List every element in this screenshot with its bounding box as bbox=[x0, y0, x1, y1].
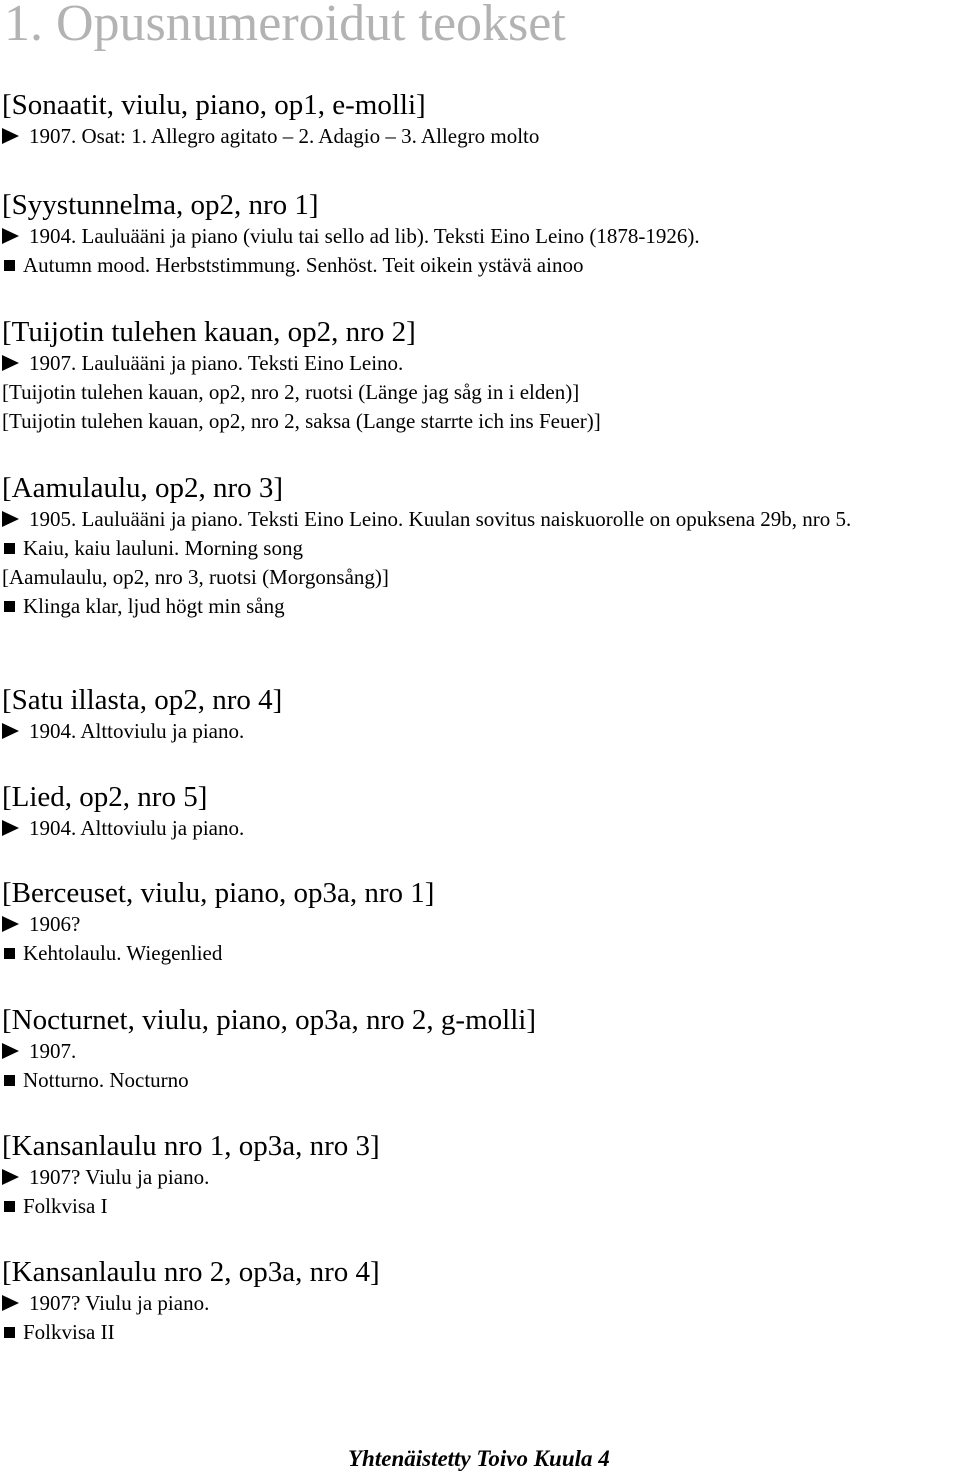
work-variant-ruotsi: [Tuijotin tulehen kauan, op2, nro 2, ruotsi (Länge jag såg in i elden)] bbox=[2, 380, 580, 404]
work-titles-line bbox=[0, 939, 960, 968]
page-title: 1. Opusnumeroidut teokset bbox=[4, 0, 566, 52]
work-info: 1906? bbox=[29, 912, 81, 936]
work-info: 1905. Lauluääni ja piano. Teksti Eino Leino. Kuulan sovitus naiskuorolle on opuksena 29b, nro 5. bbox=[29, 507, 852, 531]
work-entry-aamulaulu bbox=[0, 471, 960, 621]
work-entry-satu-illasta bbox=[0, 683, 960, 746]
work-info-line bbox=[0, 505, 960, 534]
work-info-line bbox=[0, 122, 960, 151]
square-bullet-icon bbox=[4, 1075, 15, 1086]
triangle-bullet-icon bbox=[2, 228, 19, 244]
triangle-bullet-icon bbox=[2, 723, 19, 739]
work-info: 1904. Alttoviulu ja piano. bbox=[29, 816, 245, 840]
work-info-line bbox=[0, 910, 960, 939]
work-entry-lied bbox=[0, 780, 960, 843]
work-entry-tuijotin bbox=[0, 315, 960, 436]
work-entry-kansanlaulu-2 bbox=[0, 1255, 960, 1347]
work-info: 1907. Osat: 1. Allegro agitato – 2. Adagio – 3. Allegro molto bbox=[29, 124, 540, 148]
work-titles-line bbox=[0, 534, 960, 563]
triangle-bullet-icon bbox=[2, 128, 19, 144]
work-titles: Notturno. Nocturno bbox=[23, 1068, 189, 1092]
triangle-bullet-icon bbox=[2, 1169, 19, 1185]
work-titles-line bbox=[0, 1318, 960, 1347]
work-heading: [Aamulaulu, op2, nro 3] bbox=[2, 472, 284, 504]
work-titles-line bbox=[0, 1066, 960, 1095]
triangle-bullet-icon bbox=[2, 511, 19, 527]
work-entry-sonaatit bbox=[0, 88, 960, 151]
triangle-bullet-icon bbox=[2, 1043, 19, 1059]
work-titles: Kehtolaulu. Wiegenlied bbox=[23, 941, 223, 965]
work-info-line bbox=[0, 717, 960, 746]
work-heading: [Berceuset, viulu, piano, op3a, nro 1] bbox=[2, 877, 435, 909]
work-info-line bbox=[0, 349, 960, 378]
work-info: 1907. Lauluääni ja piano. Teksti Eino Leino. bbox=[29, 351, 404, 375]
work-variant-titles: Klinga klar, ljud högt min sång bbox=[23, 594, 285, 618]
work-entry-syystunnelma bbox=[0, 188, 960, 280]
square-bullet-icon bbox=[4, 948, 15, 959]
work-info: 1907. bbox=[29, 1039, 77, 1063]
work-info-line bbox=[0, 1163, 960, 1192]
square-bullet-icon bbox=[4, 260, 15, 271]
square-bullet-icon bbox=[4, 1201, 15, 1212]
work-heading: [Nocturnet, viulu, piano, op3a, nro 2, g-molli] bbox=[2, 1004, 536, 1036]
work-info-line bbox=[0, 1289, 960, 1318]
work-heading: [Sonaatit, viulu, piano, op1, e-molli] bbox=[2, 89, 426, 121]
page-footer: Yhtenäistetty Toivo Kuula 4 bbox=[348, 1446, 610, 1471]
work-info-line bbox=[0, 222, 960, 251]
work-entry-nocturnet bbox=[0, 1003, 960, 1095]
triangle-bullet-icon bbox=[2, 1295, 19, 1311]
square-bullet-icon bbox=[4, 1327, 15, 1338]
work-titles: Autumn mood. Herbststimmung. Senhöst. Teit oikein ystävä ainoo bbox=[23, 253, 584, 277]
work-info: 1904. Alttoviulu ja piano. bbox=[29, 719, 245, 743]
triangle-bullet-icon bbox=[2, 355, 19, 371]
work-info-line bbox=[0, 814, 960, 843]
work-info: 1904. Lauluääni ja piano (viulu tai sello ad lib). Teksti Eino Leino (1878-1926). bbox=[29, 224, 700, 248]
work-titles: Folkvisa I bbox=[23, 1194, 108, 1218]
square-bullet-icon bbox=[4, 543, 15, 554]
work-titles-line bbox=[0, 251, 960, 280]
work-info: 1907? Viulu ja piano. bbox=[29, 1165, 210, 1189]
work-titles-line bbox=[0, 1192, 960, 1221]
work-variant-ruotsi: [Aamulaulu, op2, nro 3, ruotsi (Morgonsång)] bbox=[2, 565, 389, 589]
work-variant-saksa: [Tuijotin tulehen kauan, op2, nro 2, saksa (Lange starrte ich ins Feuer)] bbox=[2, 409, 601, 433]
work-heading: [Satu illasta, op2, nro 4] bbox=[2, 684, 283, 716]
work-heading: [Kansanlaulu nro 1, op3a, nro 3] bbox=[2, 1130, 380, 1162]
work-heading: [Kansanlaulu nro 2, op3a, nro 4] bbox=[2, 1256, 380, 1288]
work-heading: [Tuijotin tulehen kauan, op2, nro 2] bbox=[2, 316, 416, 348]
work-titles: Folkvisa II bbox=[23, 1320, 115, 1344]
triangle-bullet-icon bbox=[2, 820, 19, 836]
work-heading: [Syystunnelma, op2, nro 1] bbox=[2, 189, 319, 221]
triangle-bullet-icon bbox=[2, 916, 19, 932]
square-bullet-icon bbox=[4, 601, 15, 612]
work-entry-kansanlaulu-1 bbox=[0, 1129, 960, 1221]
work-heading: [Lied, op2, nro 5] bbox=[2, 781, 208, 813]
work-titles: Kaiu, kaiu lauluni. Morning song bbox=[23, 536, 303, 560]
work-info: 1907? Viulu ja piano. bbox=[29, 1291, 210, 1315]
work-variant-titles-line bbox=[0, 592, 960, 621]
work-info-line bbox=[0, 1037, 960, 1066]
work-entry-berceuset bbox=[0, 876, 960, 968]
